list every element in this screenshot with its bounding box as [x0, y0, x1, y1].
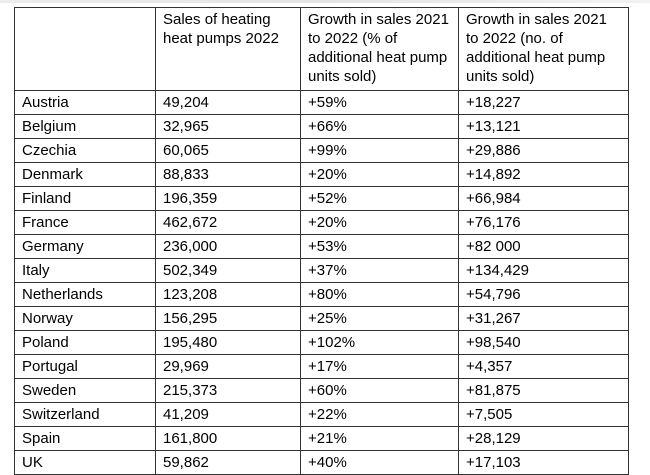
table-row [15, 115, 629, 139]
cell-growth-percent: +52% [301, 187, 459, 211]
cell-growth-percent: +66% [301, 115, 459, 139]
row-label-country: Netherlands [15, 283, 156, 307]
cell-sales-2022: 156,295 [156, 307, 301, 331]
cell-sales-2022: 215,373 [156, 379, 301, 403]
row-label-country: Denmark [15, 163, 156, 187]
cell-growth-percent: +60% [301, 379, 459, 403]
table-row [15, 451, 629, 475]
row-label-country: Czechia [15, 139, 156, 163]
cell-sales-2022: 88,833 [156, 163, 301, 187]
cell-growth-units: +98,540 [459, 331, 629, 355]
row-label-country: Norway [15, 307, 156, 331]
cell-growth-percent: +80% [301, 283, 459, 307]
cell-growth-units: +13,121 [459, 115, 629, 139]
table-body [15, 91, 629, 475]
cell-growth-units: +81,875 [459, 379, 629, 403]
header-cell-growth-units: Growth in sales 2021 to 2022 (no. of additional heat pump units sold) [459, 8, 629, 91]
cell-growth-percent: +53% [301, 235, 459, 259]
cell-sales-2022: 196,359 [156, 187, 301, 211]
cell-sales-2022: 29,969 [156, 355, 301, 379]
cell-growth-percent: +59% [301, 91, 459, 115]
cell-growth-percent: +17% [301, 355, 459, 379]
table-row [15, 283, 629, 307]
cell-growth-units: +4,357 [459, 355, 629, 379]
cell-growth-percent: +22% [301, 403, 459, 427]
cell-growth-percent: +102% [301, 331, 459, 355]
cell-sales-2022: 49,204 [156, 91, 301, 115]
row-label-country: Poland [15, 331, 156, 355]
cell-sales-2022: 123,208 [156, 283, 301, 307]
table-row [15, 91, 629, 115]
cell-sales-2022: 161,800 [156, 427, 301, 451]
cell-sales-2022: 32,965 [156, 115, 301, 139]
table-row [15, 307, 629, 331]
cell-growth-percent: +99% [301, 139, 459, 163]
cell-growth-units: +54,796 [459, 283, 629, 307]
row-label-country: UK [15, 451, 156, 475]
table-row [15, 211, 629, 235]
cell-sales-2022: 41,209 [156, 403, 301, 427]
row-label-country: Italy [15, 259, 156, 283]
cell-sales-2022: 195,480 [156, 331, 301, 355]
cell-growth-percent: +21% [301, 427, 459, 451]
table-row [15, 235, 629, 259]
heat-pump-sales-table [14, 7, 629, 475]
row-label-country: Switzerland [15, 403, 156, 427]
table-row [15, 355, 629, 379]
cell-growth-units: +29,886 [459, 139, 629, 163]
table-header [15, 8, 629, 91]
row-label-country: Spain [15, 427, 156, 451]
cell-sales-2022: 502,349 [156, 259, 301, 283]
table-row [15, 403, 629, 427]
cell-sales-2022: 60,065 [156, 139, 301, 163]
table-row [15, 163, 629, 187]
row-label-country: Austria [15, 91, 156, 115]
header-cell-sales-2022: Sales of heating heat pumps 2022 [156, 8, 301, 91]
cell-growth-percent: +25% [301, 307, 459, 331]
cell-growth-units: +76,176 [459, 211, 629, 235]
table-row [15, 259, 629, 283]
cell-growth-units: +28,129 [459, 427, 629, 451]
cell-sales-2022: 462,672 [156, 211, 301, 235]
cell-growth-units: +31,267 [459, 307, 629, 331]
row-label-country: France [15, 211, 156, 235]
cell-sales-2022: 236,000 [156, 235, 301, 259]
cell-growth-percent: +20% [301, 211, 459, 235]
row-label-country: Germany [15, 235, 156, 259]
cell-growth-percent: +40% [301, 451, 459, 475]
table-row [15, 187, 629, 211]
cell-growth-percent: +20% [301, 163, 459, 187]
row-label-country: Finland [15, 187, 156, 211]
cell-growth-units: +18,227 [459, 91, 629, 115]
cell-growth-units: +17,103 [459, 451, 629, 475]
cell-growth-units: +66,984 [459, 187, 629, 211]
cell-sales-2022: 59,862 [156, 451, 301, 475]
cell-growth-percent: +37% [301, 259, 459, 283]
row-label-country: Belgium [15, 115, 156, 139]
table-row [15, 331, 629, 355]
cell-growth-units: +14,892 [459, 163, 629, 187]
table-header-row [15, 8, 629, 91]
cell-growth-units: +7,505 [459, 403, 629, 427]
table-row [15, 379, 629, 403]
header-cell-growth-percent: Growth in sales 2021 to 2022 (% of additional heat pump units sold) [301, 8, 459, 91]
row-label-country: Portugal [15, 355, 156, 379]
table-row [15, 427, 629, 451]
header-cell-country [15, 8, 156, 91]
cell-growth-units: +134,429 [459, 259, 629, 283]
page-edge-artifact [0, 0, 650, 3]
row-label-country: Sweden [15, 379, 156, 403]
table-row [15, 139, 629, 163]
cell-growth-units: +82 000 [459, 235, 629, 259]
